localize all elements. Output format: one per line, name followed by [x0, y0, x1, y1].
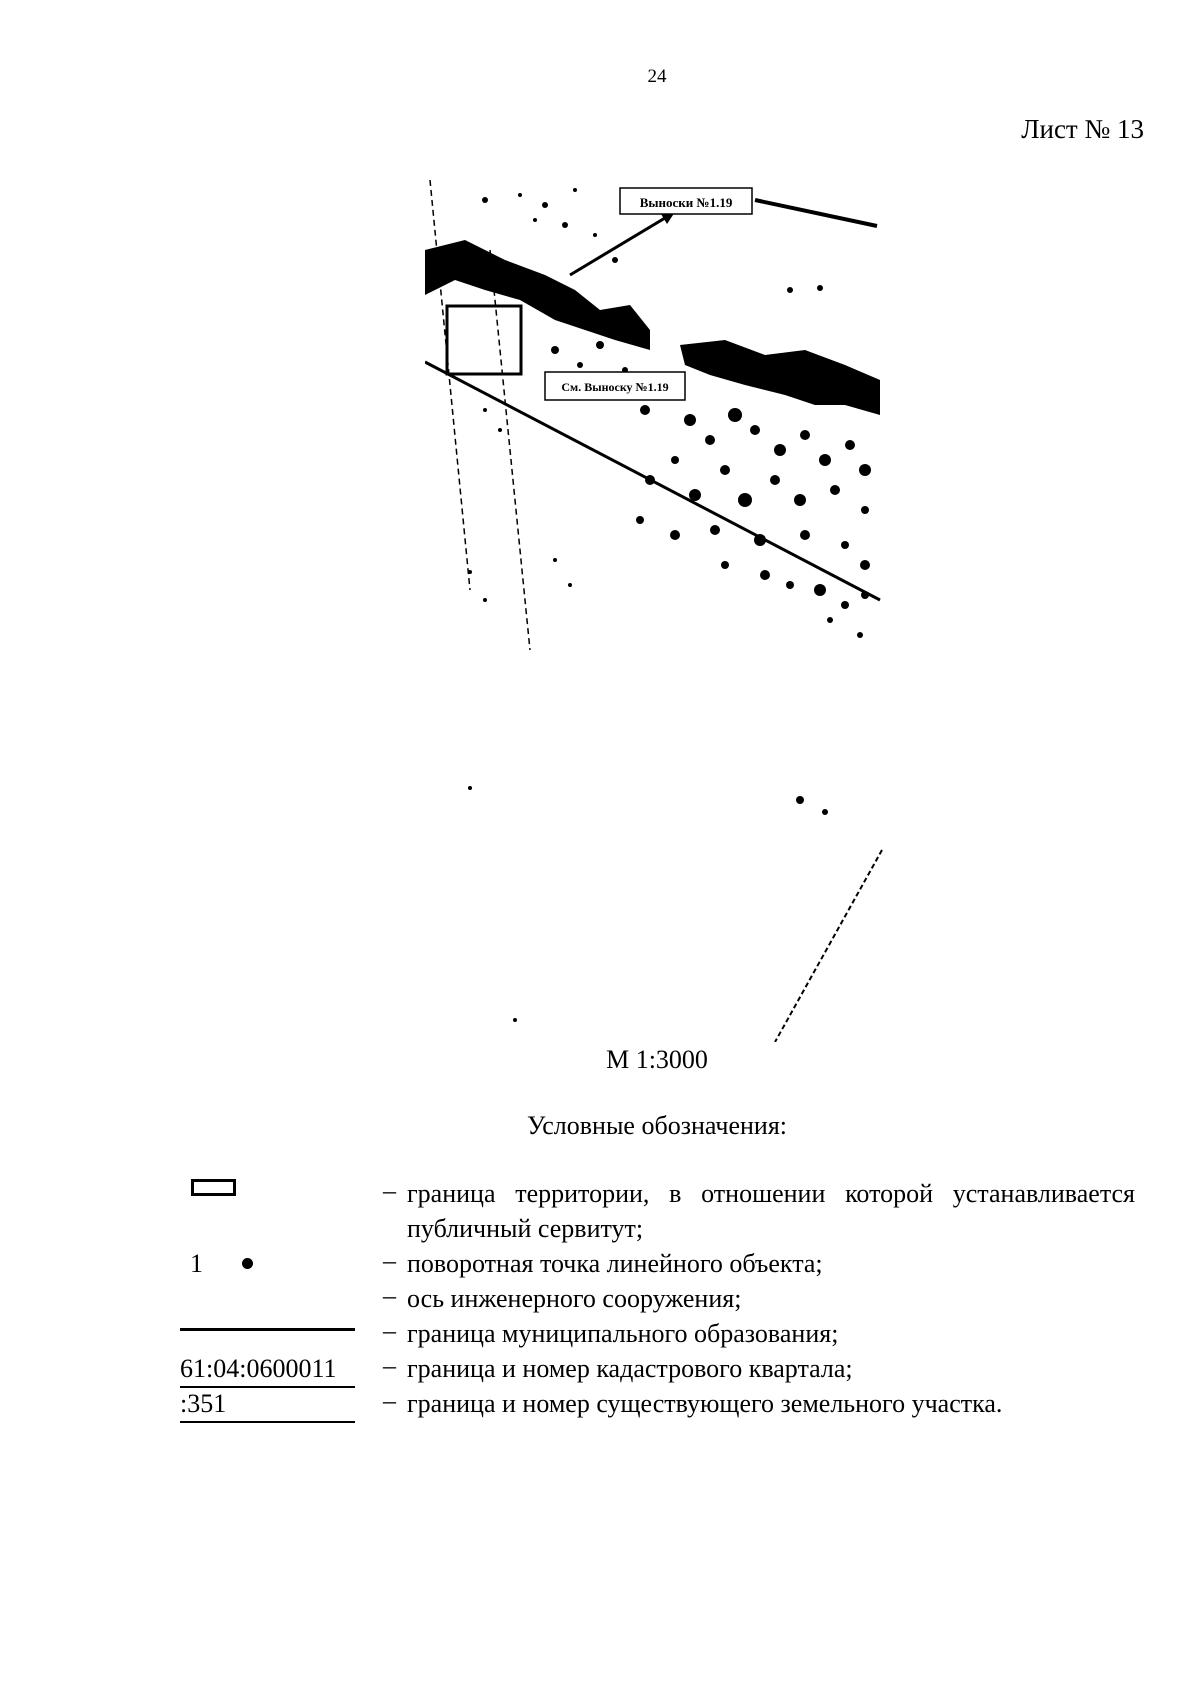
legend-text: граница и номер существующего земельного участка.: [407, 1389, 1003, 1418]
road-line-right: [490, 250, 530, 650]
terrain-dark-top: [425, 240, 650, 350]
legend-dash: –: [383, 1351, 396, 1380]
legend-dash: –: [383, 1316, 396, 1345]
legend-item-structure-axis: [180, 1281, 1135, 1316]
legend-text: поворотная точка линейного объекта;: [407, 1249, 823, 1278]
callout-line-right: [755, 200, 877, 226]
sheet-label: Лист № 13: [1021, 114, 1144, 144]
page-number: 24: [647, 66, 667, 87]
legend-title: Условные обозначения:: [526, 1111, 788, 1140]
legend-symbol: [180, 1281, 360, 1316]
legend-dash: –: [383, 1246, 396, 1275]
terrain-dark-right: [680, 340, 880, 415]
land-plot-number: :351: [180, 1386, 355, 1423]
legend-symbol: [180, 1351, 360, 1386]
terrain-speckles: [468, 188, 871, 1022]
map-drawing: [425, 180, 885, 1042]
legend-symbol: [180, 1176, 360, 1211]
legend-item-municipal-boundary: [180, 1316, 1135, 1351]
servitude-boundary-rect: [447, 306, 521, 374]
map-scale: М 1:3000: [606, 1045, 708, 1074]
legend-text: ось инженерного сооружения;: [407, 1284, 742, 1313]
legend-symbol: [180, 1316, 360, 1351]
legend-item-cadastral-quarter: [180, 1351, 1135, 1386]
legend-dash: –: [383, 1386, 396, 1415]
cadastral-number: 61:04:0600011: [180, 1351, 355, 1388]
point-dot-icon: [242, 1258, 253, 1269]
legend-dash: –: [383, 1176, 396, 1205]
map-fragment: [425, 180, 885, 1042]
legend: [180, 1176, 1135, 1421]
point-number: 1: [190, 1249, 203, 1278]
rectangle-symbol-icon: [191, 1179, 236, 1196]
legend-item-land-plot: [180, 1386, 1135, 1421]
callout-text-mid: См. Выноску №1.19: [561, 380, 669, 394]
legend-dash: –: [383, 1281, 396, 1310]
legend-item-servitude-boundary: [180, 1176, 1135, 1246]
legend-text: граница и номер кадастрового квартала;: [407, 1354, 853, 1383]
legend-symbol: [180, 1246, 360, 1281]
callout-text-top: Выноски №1.19: [639, 195, 733, 210]
legend-text: граница муниципального образования;: [407, 1319, 839, 1348]
lower-axis-line: [775, 850, 882, 1042]
legend-symbol: [180, 1386, 360, 1421]
line-symbol-icon: [180, 1328, 355, 1331]
legend-text: граница территории, в отношении которой устанавливается публичный сервитут;: [407, 1179, 1135, 1243]
callout-arrow-top: [570, 215, 670, 275]
legend-item-turning-point: [180, 1246, 1135, 1281]
